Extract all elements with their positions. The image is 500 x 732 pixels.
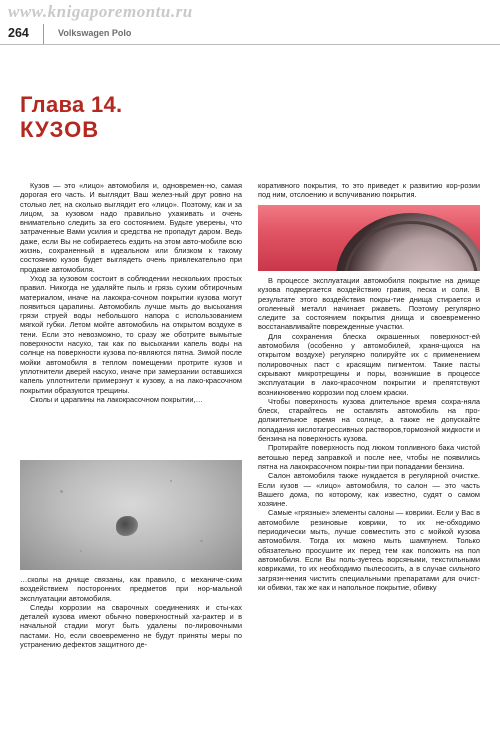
right-column-top (258, 181, 480, 200)
left-column-top (20, 181, 242, 404)
paragraph: В процессе эксплуатации автомобиля покрытие на днище кузова подвергается воздействию гравия, песка и соли. В результате этого воздействия покры-тие днища стирается и оголенный металл начинает ржаветь. Поэтому регулярно следите за состоянием покрытия днища и своевременно восстанавливайте поврежденные участки. (258, 276, 480, 332)
paragraph: Сколы и царапины на лакокрасочном покрытии,… (30, 394, 203, 404)
chapter-heading (20, 94, 122, 141)
paragraph: Кузов — это «лицо» автомобиля и, одновремен-но, самая дорогая его часть. И выглядит Ваш желез-ный друг ровно на столько лет, на сколько выглядит его «лицо». Поэтому, как и за лицом, за кузовом надо правильно ухаживать и очень внимательно следить за его состоянием. Будьте уверены, что затраченные Вами усилия и средства не пропадут даром. Ведь даже, если Вы не собираетесь ездить на этом авто-мобиле всю жизнь, сохраненный в идеальном или близком к такому состоянию кузов будет выглядеть очень привлекательно при продаже автомобиля. (20, 181, 242, 274)
paragraph: Чтобы поверхность кузова длительное время сохра-няла блеск, старайтесь не оставлять автомобиль на про-должительное время на солнце, а также не допускайте попадания кислотагрессивных растворов,тормозной жидкости и бензина на поверхность кузова. (258, 396, 480, 444)
photo-speck (60, 490, 63, 493)
header-separator (43, 24, 44, 44)
wheel-arch-corrosion-photo (258, 205, 480, 271)
paragraph: Следы коррозии на сварочных соединениях и сты-ках деталей кузова имеют обычно поверхностный ха-рактер и в начальной стадии могут быть удалены по-лировочными пастами. Но, если своевременно не будут приняты меры по устранению дефектов защитного де- (20, 602, 242, 650)
paragraph: Для сохранения блеска окрашенных поверхност-ей автомобиля (особенно у автомобилей, храня-щихся на открытом воздухе) регулярно полируйте их с применением полировочных паст с красящим пигментом. Такие пасты скрывают микротрещины и поры, возникшие в процессе эксплуатации в лако-красочном покрытии и препятствуют возникновению коррозии под слоем краски. (258, 331, 480, 397)
chapter-title: КУЗОВ (20, 117, 100, 142)
page-header (0, 24, 500, 44)
paragraph: Самые «грязные» элементы салоны — коврики. Если у Вас в автомобиле резиновые коврики, то их не-обходимо периодически мыть, лучше совместить это с мойкой кузова автомобиля. Тогда их можно мыть шампунем. Только обязательно просушите их перед тем как положить на пол автомобиля. Если Вы поль-зуетесь ворсяными, текстильными ковриками, то их необходимо пылесосить, а в случае сильного загрязн-нения чистить специальными препаратами для очист-ки обивки, так же как и напольное покрытие, обивку (258, 508, 480, 592)
paragraph: …сколы на днище связаны, как правило, с механиче-ским воздействием посторонних предметов при нор-мальной эксплуатации автомобиля. (20, 575, 242, 603)
right-column-bottom (258, 276, 480, 592)
chapter-label: Глава 14. (20, 92, 123, 117)
paint-chip-damage (116, 516, 138, 536)
photo-speck (80, 550, 82, 552)
paint-chip-photo (20, 460, 242, 570)
paragraph: Салон автомобиля также нуждается в регулярной очистке. Если кузов — «лицо» автомобиля, то салон — это часть Вашего дома, по которому, как известно, судят о самом хозяине. (258, 471, 480, 509)
paragraph: Протирайте поверхность под люком топливного бака чистой ветошью перед заправкой и после нее, чтобы не появились пятна на лакокрасочном покры-тии при попадании бензина. (258, 443, 480, 471)
page-number: 264 (8, 26, 29, 40)
watermark: www.knigaporemontu.ru (8, 2, 193, 21)
header-rule (0, 44, 500, 45)
photo-speck (170, 480, 172, 482)
photo-speck (200, 540, 203, 542)
book-title: Volkswagen Polo (58, 28, 132, 38)
paragraph: Уход за кузовом состоит в соблюдении нескольких простых правил. Никогда не удаляйте пыль и грязь сухим обтирочным материалом, иначе на лакокра-сочном покрытии кузова могут появиться царапины. Автомобиль лучше мыть до высыхания грязи струей воды небольшого напора с использованием мягкой губки. Летом мойте автомобиль на открытом воздухе в тени. Если это невозможно, то сразу же оботрите вымытые поверхности насухо, так как по высыхании капель воды на солнце на поверхности кузова по-являются пятна. Зимой после мойки автомобиля в теплом помещении протрите кузов и уплотнители дверей насухо, иначе при замерзании оставшихся капель уплотнители примерзнут к кузову, а на лако-красочном покрытии образуются трещины. (20, 273, 242, 395)
paragraph: коративного покрытия, то это приведет к развитию кор-розии под ним, отслоению и вспучиванию покрытия. (258, 181, 480, 200)
left-column-bottom (20, 575, 242, 649)
